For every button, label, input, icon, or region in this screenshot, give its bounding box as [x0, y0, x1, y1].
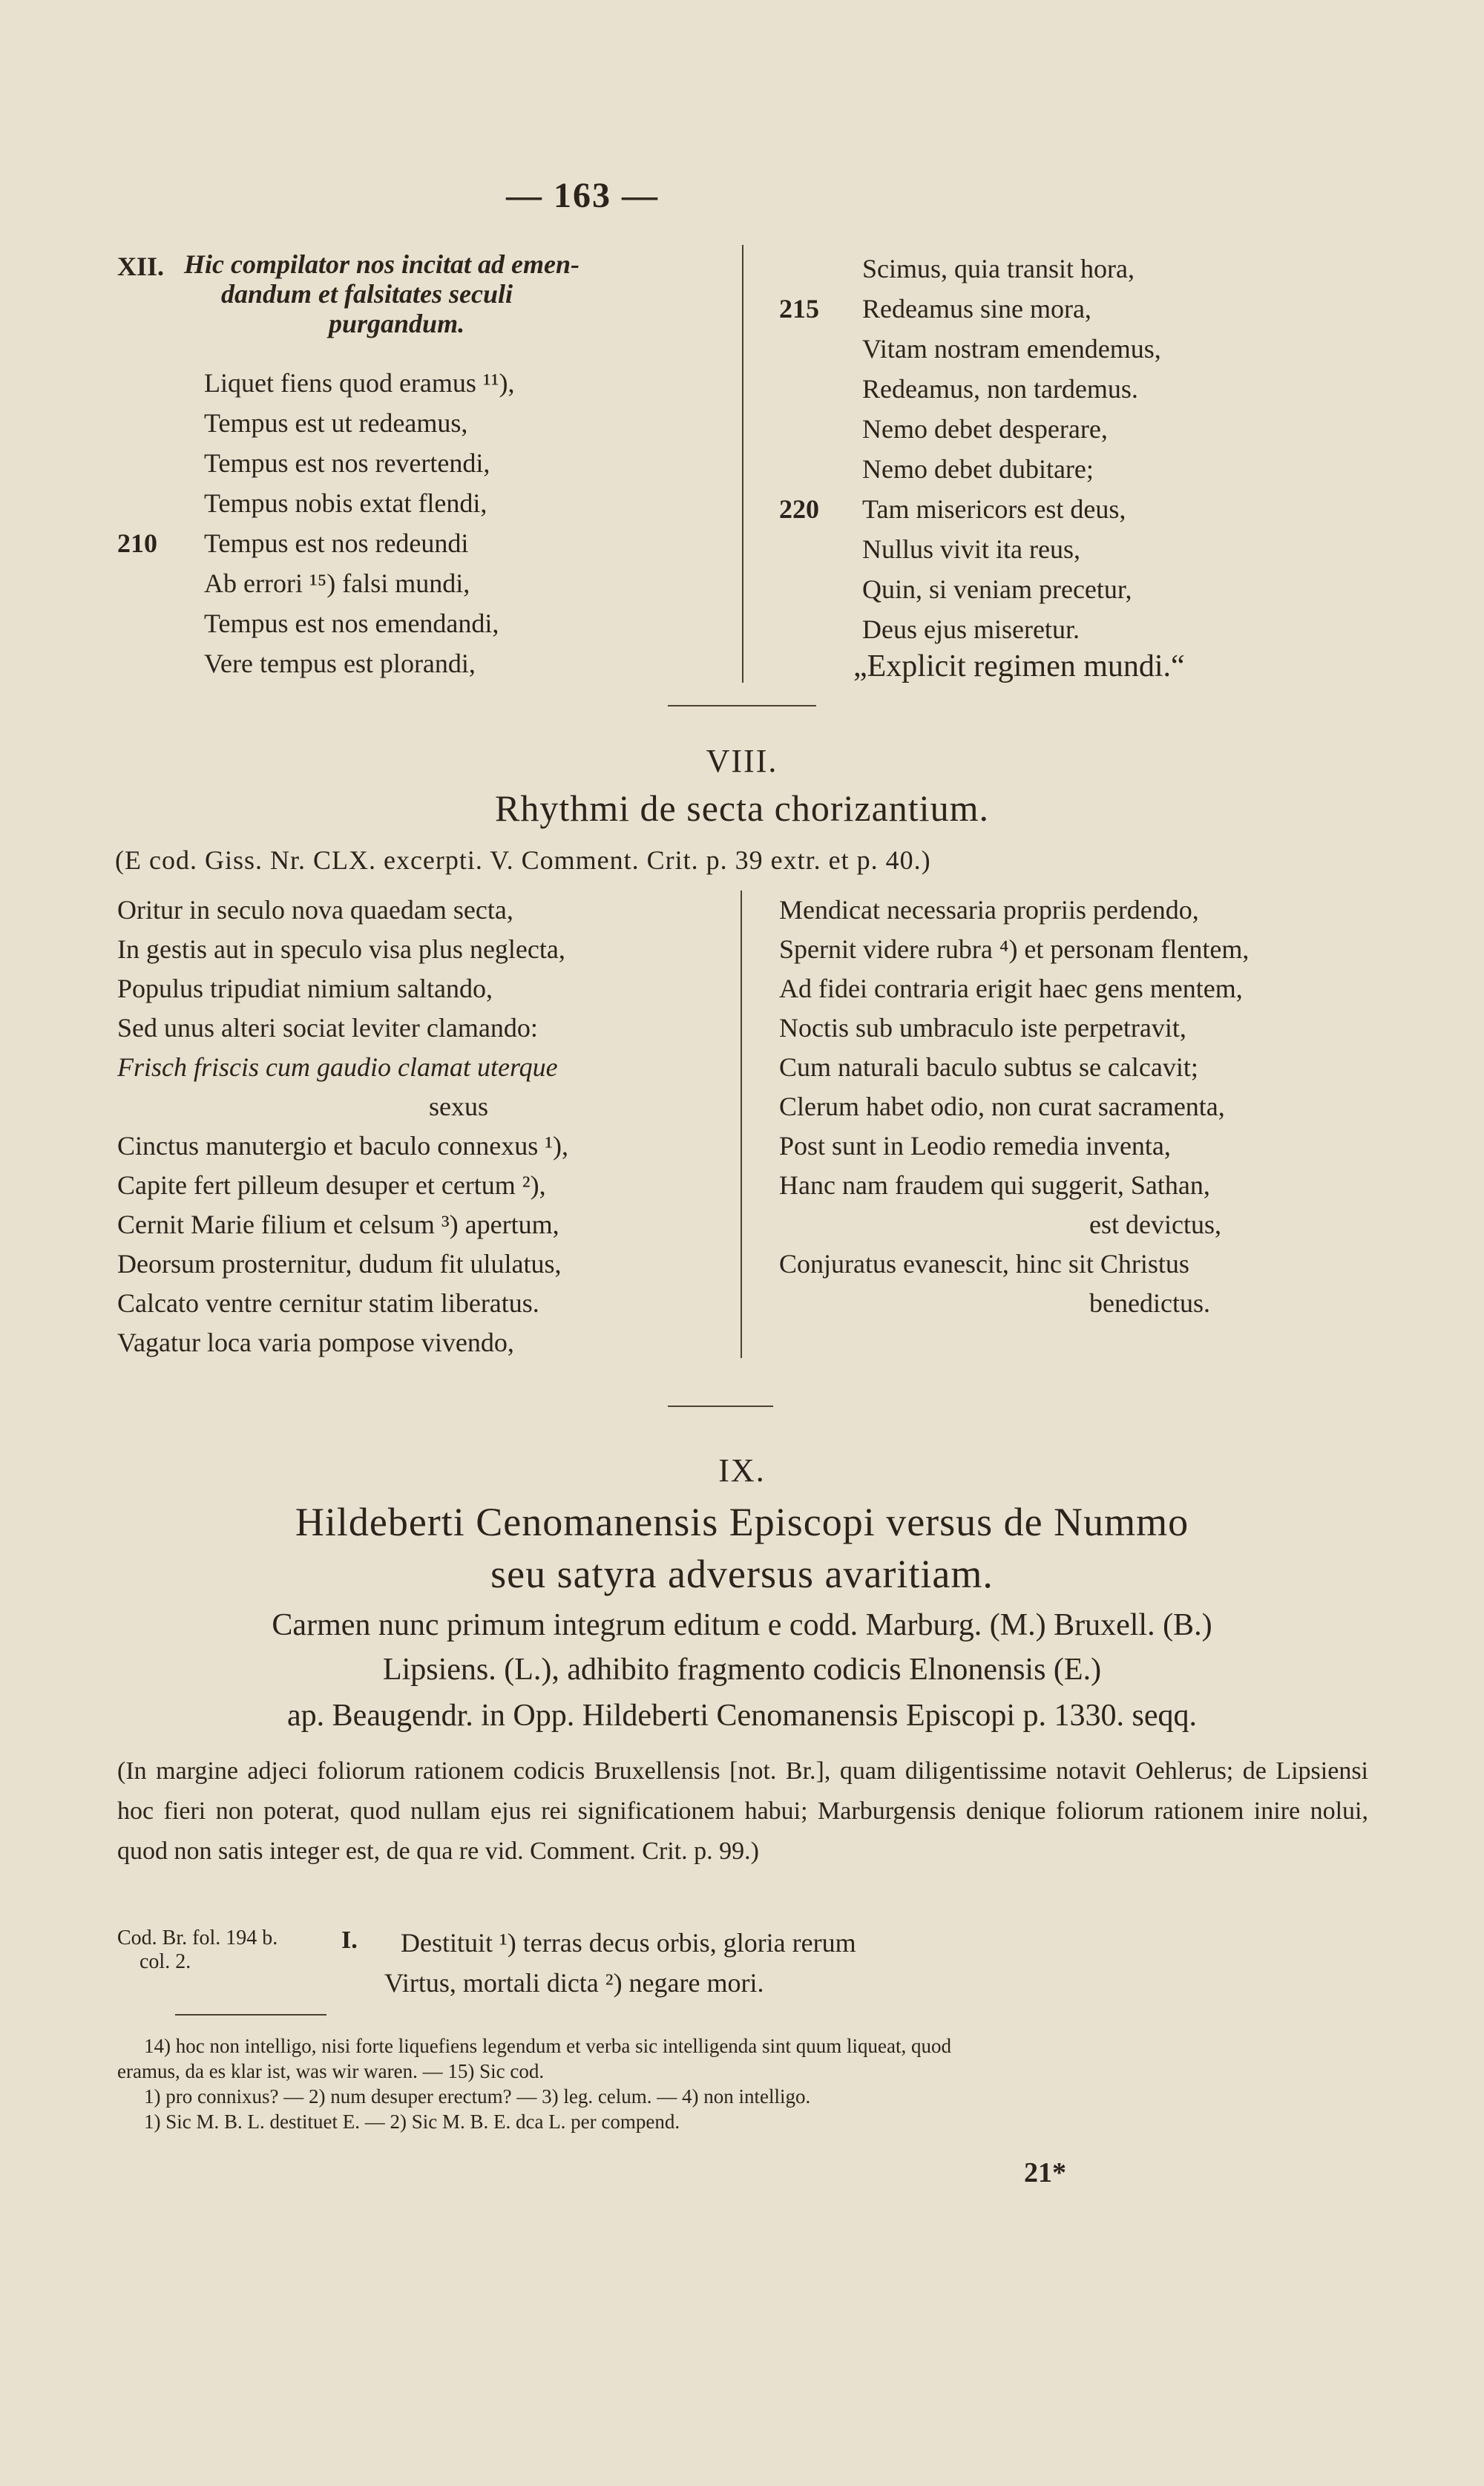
verse-line: Deorsum prosternitur, dudum fit ululatus,: [117, 1249, 562, 1279]
section-ix-subtitle-3: ap. Beaugendr. in Opp. Hildeberti Cenomanensis Episcopi p. 1330. seqq.: [287, 1699, 1197, 1733]
footnote: 1) Sic M. B. L. destituet E. — 2) Sic M. B. E. dca L. per compend.: [144, 2111, 680, 2133]
footnote-divider: [175, 2014, 326, 2016]
verse-line: Tempus est nos redeundi: [204, 528, 469, 558]
section-viii-title: Rhythmi de secta chorizantium.: [495, 787, 989, 829]
verse-line: Frisch friscis cum gaudio clamat uterque: [117, 1052, 558, 1082]
section-viii-source: (E cod. Giss. Nr. CLX. excerpti. V. Comment. Crit. p. 39 extr. et p. 40.): [115, 845, 931, 875]
page-number: — 163 —: [506, 176, 659, 215]
footnote: 1) pro connixus? — 2) num desuper erectum? — 3) leg. celum. — 4) non intelligo.: [144, 2085, 811, 2108]
margin-reference: [117, 1926, 278, 1974]
margin-column: col. 2.: [139, 1950, 191, 1973]
verse-line: Sed unus alteri sociat leviter clamando:: [117, 1013, 538, 1043]
verse-line: Nemo debet desperare,: [862, 414, 1108, 444]
section-ix-numeral: IX.: [718, 1452, 766, 1489]
verse-line: Capite fert pilleum desuper et certum ²),: [117, 1170, 546, 1200]
verse-line: Redeamus sine mora,: [862, 294, 1091, 324]
margin-folio: Cod. Br. fol. 194 b.: [117, 1926, 278, 1949]
verse-line: Scimus, quia transit hora,: [862, 254, 1135, 283]
footnote: eramus, da es klar ist, was wir waren. — 15) Sic cod.: [117, 2060, 545, 2082]
verse-line-cont: est devictus,: [1089, 1210, 1221, 1239]
footnotes: [117, 2033, 1371, 2134]
section-ix-title-1: Hildeberti Cenomanensis Episcopi versus de Nummo: [295, 1500, 1189, 1544]
explicit-line: „Explicit regimen mundi.“: [853, 649, 1185, 683]
verse-line: Deus ejus miseretur.: [862, 614, 1080, 644]
section-ix-subtitle-2: Lipsiens. (L.), adhibito fragmento codicis Elnonensis (E.): [382, 1653, 1102, 1687]
verse-line: Populus tripudiat nimium saltando,: [117, 974, 493, 1003]
verse-line-cont: benedictus.: [1089, 1288, 1210, 1318]
verse-line: Post sunt in Leodio remedia inventa,: [779, 1131, 1171, 1161]
verse-line-cont: sexus: [429, 1092, 488, 1121]
column-divider: [742, 245, 743, 683]
verse-line: Cum naturali baculo subtus se calcavit;: [779, 1052, 1198, 1082]
verse-line: Cinctus manutergio et baculo connexus ¹),: [117, 1131, 568, 1161]
section-divider: [668, 1406, 773, 1407]
verse-line: Quin, si veniam precetur,: [862, 574, 1132, 604]
verse-line: In gestis aut in speculo visa plus neglecta,: [117, 934, 565, 964]
section-ix-note: (In margine adjeci foliorum rationem codicis Bruxellensis [not. Br.], quam diligentissime notavit Oehlerus; de Lipsiensi hoc fieri non poterat, quod nullam ejus rei significationem habui; Marburgensis denique foliorum rationem inire nolui, quod non satis integer est, de qua re vid. Comment. Crit. p. 99.): [117, 1757, 1368, 1865]
verse-line: Vitam nostram emendemus,: [862, 334, 1161, 364]
printer-signature: 21*: [1024, 2157, 1066, 2188]
verse-number: I.: [341, 1926, 358, 1954]
line-number: 210: [117, 528, 157, 558]
verse-line: Vere tempus est plorandi,: [204, 649, 476, 678]
section-viii-numeral: VIII.: [706, 743, 778, 779]
verse-line: Noctis sub umbraculo iste perpetravit,: [779, 1013, 1186, 1043]
verse-line: Conjuratus evanescit, hinc sit Christus: [779, 1249, 1189, 1279]
heading-line-3: purgandum.: [329, 309, 465, 338]
verse-line: Mendicat necessaria propriis perdendo,: [779, 895, 1199, 925]
verse-line: Tempus est nos revertendi,: [204, 448, 490, 478]
verse-line: Tempus est ut redeamus,: [204, 408, 468, 438]
verse-line: Hanc nam fraudem qui suggerit, Sathan,: [779, 1170, 1210, 1200]
heading-line-2: dandum et falsitates seculi: [221, 279, 513, 309]
line-number: 215: [779, 294, 819, 324]
heading-line-1: Hic compilator nos incitat ad emen-: [184, 249, 580, 279]
verse-line: Tempus est nos emendandi,: [204, 609, 499, 638]
verse-line: Oritur in seculo nova quaedam secta,: [117, 895, 513, 925]
verse-line: Redeamus, non tardemus.: [862, 374, 1138, 404]
verse-line: Tempus nobis extat flendi,: [204, 488, 487, 518]
verse-line: Calcato ventre cernitur statim liberatus.: [117, 1288, 539, 1318]
section-xii-label: XII.: [117, 252, 165, 281]
section-ix-subtitle-1: Carmen nunc primum integrum editum e codd. Marburg. (M.) Bruxell. (B.): [272, 1608, 1212, 1642]
footnote: 14) hoc non intelligo, nisi forte liquefiens legendum et verba sic intelligenda sint quum liqueat, quod: [144, 2035, 952, 2057]
verse-line: Clerum habet odio, non curat sacramenta,: [779, 1092, 1225, 1121]
verse-line: Ad fidei contraria erigit haec gens mentem,: [779, 974, 1243, 1003]
column-divider: [741, 891, 742, 1358]
verse-line: Liquet fiens quod eramus ¹¹),: [204, 368, 515, 398]
verse-line: Spernit videre rubra ⁴) et personam flentem,: [779, 934, 1250, 964]
verse-line: Nullus vivit ita reus,: [862, 534, 1080, 564]
verse-line: Cernit Marie filium et celsum ³) apertum,: [117, 1210, 559, 1239]
verse-line: Nemo debet dubitare;: [862, 454, 1094, 484]
verse-line: Destituit ¹) terras decus orbis, gloria rerum: [401, 1928, 856, 1958]
verse-line: Vagatur loca varia pompose vivendo,: [117, 1328, 514, 1357]
line-number: 220: [779, 494, 819, 524]
section-ix-title-2: seu satyra adversus avaritiam.: [490, 1552, 994, 1596]
section-xii-heading: [184, 249, 718, 338]
verse-line: Tam misericors est deus,: [862, 494, 1126, 524]
verse-line: Virtus, mortali dicta ²) negare mori.: [384, 1968, 764, 1998]
section-divider: [668, 705, 816, 706]
verse-line: Ab errori ¹⁵) falsi mundi,: [204, 568, 470, 598]
